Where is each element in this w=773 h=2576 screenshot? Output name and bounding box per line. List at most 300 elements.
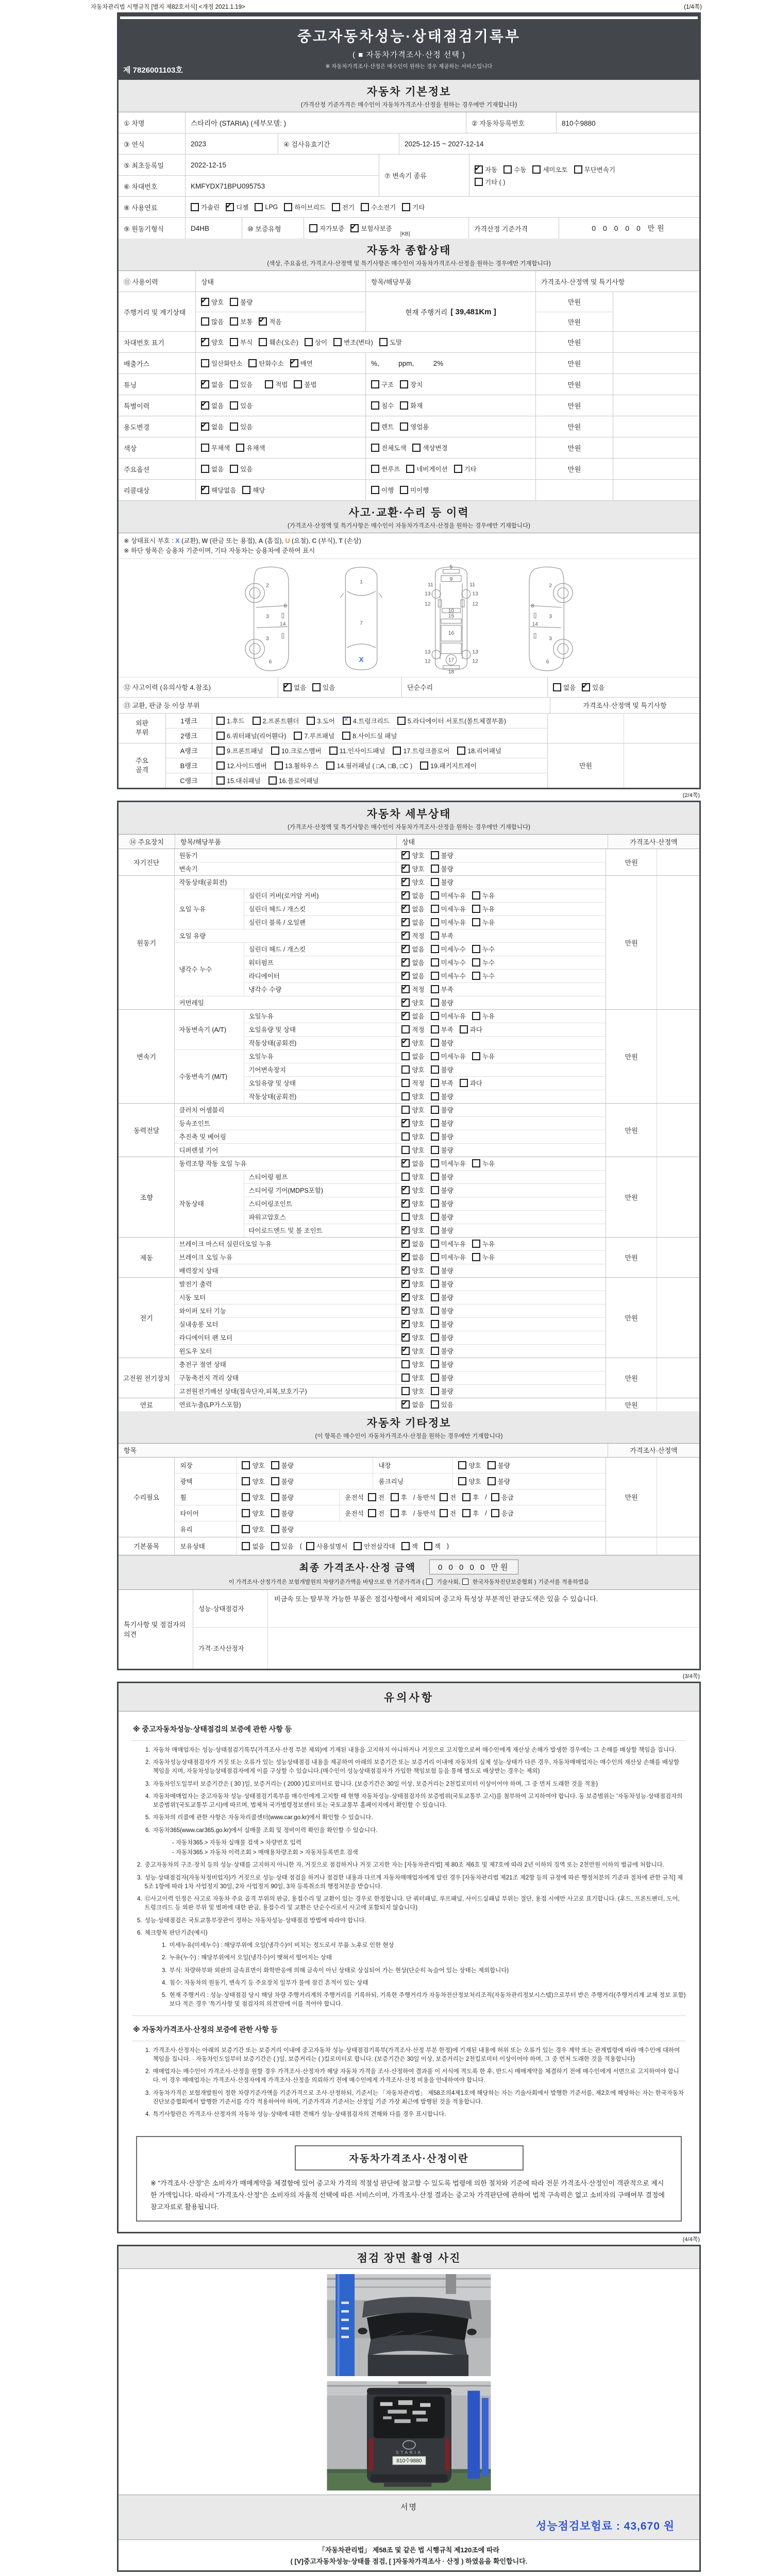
- state-option[interactable]: 불량: [431, 1199, 453, 1208]
- checkbox[interactable]: [431, 1186, 439, 1194]
- checked-checkbox[interactable]: [401, 1333, 410, 1342]
- state-option[interactable]: 없음: [201, 464, 224, 473]
- panel-option[interactable]: 9.프론트패널: [216, 746, 263, 755]
- checkbox[interactable]: [431, 1025, 439, 1033]
- transmission-option[interactable]: 수동: [503, 165, 526, 174]
- state-option[interactable]: 불량: [431, 1212, 453, 1222]
- checked-checkbox[interactable]: [401, 891, 410, 900]
- checkbox[interactable]: [312, 683, 321, 691]
- checkbox[interactable]: [454, 465, 462, 473]
- panel-option[interactable]: 18.리어패널: [457, 746, 501, 755]
- state-option[interactable]: 불량: [488, 1461, 510, 1470]
- state-option[interactable]: ✔ 적음: [259, 317, 281, 326]
- checkbox[interactable]: [401, 1374, 410, 1382]
- checkbox[interactable]: [491, 1493, 499, 1501]
- fuel-option[interactable]: LPG: [255, 203, 278, 211]
- checkbox[interactable]: [431, 1173, 439, 1181]
- checkbox[interactable]: [503, 165, 512, 174]
- position-option[interactable]: 후: [391, 1493, 407, 1502]
- checkbox[interactable]: [431, 851, 439, 859]
- checked-checkbox[interactable]: [201, 422, 209, 431]
- state-option[interactable]: ✔ 매연: [290, 359, 313, 368]
- state-option[interactable]: 누유: [472, 918, 495, 927]
- state-option[interactable]: 불량: [488, 1477, 510, 1486]
- state-option[interactable]: 양호: [401, 1172, 424, 1181]
- state-option[interactable]: ✔ 없음: [401, 971, 424, 980]
- checkbox[interactable]: [216, 717, 225, 725]
- state-option[interactable]: 부족: [431, 931, 453, 940]
- state-option[interactable]: ✔ 없음: [401, 1252, 424, 1262]
- checked-checkbox[interactable]: [201, 401, 209, 410]
- panel-option[interactable]: 12.사이드멤버: [216, 761, 267, 770]
- checked-checkbox[interactable]: [401, 905, 410, 913]
- state-option[interactable]: ✔ 양호: [401, 864, 424, 873]
- state-option[interactable]: ✔ 없음: [201, 422, 224, 431]
- checked-checkbox[interactable]: [401, 931, 410, 940]
- state-option[interactable]: ✔ 없음: [201, 401, 224, 410]
- checkbox[interactable]: [216, 747, 225, 755]
- state-option[interactable]: 미세누유: [431, 904, 466, 913]
- state-option[interactable]: 불량: [431, 1092, 453, 1101]
- checkbox[interactable]: [230, 317, 238, 326]
- state-option[interactable]: ✔ 없음: [401, 891, 424, 900]
- position-option[interactable]: 후: [462, 1493, 479, 1502]
- item-option[interactable]: 침수: [371, 401, 394, 410]
- checkbox[interactable]: [472, 972, 480, 980]
- checkbox[interactable]: [401, 1146, 410, 1154]
- checkbox[interactable]: [259, 338, 267, 346]
- state-option[interactable]: ✔ 양호: [401, 1185, 424, 1195]
- checkbox[interactable]: [431, 878, 439, 886]
- checkbox[interactable]: [401, 1079, 410, 1087]
- state-option[interactable]: 누유: [472, 891, 495, 900]
- state-option[interactable]: 누유: [472, 1011, 495, 1021]
- position-option[interactable]: 응급: [491, 1509, 514, 1518]
- checkbox[interactable]: [431, 1240, 439, 1248]
- state-option[interactable]: 불량: [431, 1038, 453, 1047]
- checkbox[interactable]: [431, 931, 439, 940]
- checkbox[interactable]: [472, 1240, 480, 1248]
- checkbox[interactable]: [431, 1039, 439, 1047]
- checkbox[interactable]: [271, 1525, 279, 1533]
- checkbox[interactable]: [329, 747, 338, 755]
- state-option[interactable]: 누유: [472, 1159, 495, 1168]
- checkbox[interactable]: [431, 958, 439, 967]
- panel-option[interactable]: 11.인사이드패널: [329, 746, 385, 755]
- checkbox[interactable]: [230, 338, 238, 346]
- checkbox[interactable]: [472, 891, 480, 900]
- checkbox[interactable]: [488, 1477, 496, 1485]
- checked-checkbox[interactable]: [401, 1226, 410, 1234]
- panel-option[interactable]: 14.필러패널 ( □A, □B, □C ): [326, 761, 412, 770]
- checkbox[interactable]: [400, 380, 408, 388]
- checkbox[interactable]: [460, 1025, 468, 1033]
- checkbox[interactable]: [431, 1226, 439, 1234]
- state-option[interactable]: 적정: [401, 1078, 424, 1088]
- transmission-option[interactable]: 무단변속기: [574, 165, 615, 174]
- state-option[interactable]: ✔ 없음: [401, 1400, 424, 1409]
- checkbox[interactable]: [431, 1146, 439, 1154]
- state-option[interactable]: 양호: [458, 1461, 481, 1470]
- basic-item-option[interactable]: 안전삼각대: [354, 1541, 395, 1551]
- checked-checkbox[interactable]: [401, 945, 410, 953]
- checkbox[interactable]: [431, 1387, 439, 1395]
- checkbox[interactable]: [491, 1509, 499, 1517]
- state-option[interactable]: 미세누수: [431, 971, 466, 980]
- state-option[interactable]: 미세누유: [431, 891, 466, 900]
- checkbox[interactable]: [342, 732, 350, 740]
- state-option[interactable]: ✔ 양호: [201, 337, 224, 347]
- checkbox[interactable]: [431, 1293, 439, 1301]
- state-option[interactable]: ✔ 양호: [401, 1199, 424, 1208]
- simple-repair-option[interactable]: ✔ 있음: [582, 683, 604, 692]
- state-option[interactable]: ✔ 양호: [401, 1306, 424, 1315]
- state-option[interactable]: 불량: [431, 1266, 453, 1275]
- state-option[interactable]: ✔ 양호: [401, 1226, 424, 1235]
- checkbox[interactable]: [265, 380, 273, 388]
- checkbox[interactable]: [242, 486, 250, 494]
- checkbox[interactable]: [431, 1012, 439, 1020]
- state-option[interactable]: 있음: [230, 401, 253, 410]
- checkbox[interactable]: [201, 317, 209, 326]
- state-option[interactable]: 불량: [431, 1333, 453, 1342]
- checkbox[interactable]: [431, 1065, 439, 1074]
- state-option[interactable]: 양호: [458, 1477, 481, 1486]
- state-option[interactable]: 해당: [242, 485, 265, 495]
- item-option[interactable]: 색상변경: [412, 443, 447, 452]
- checkbox[interactable]: [305, 338, 313, 346]
- state-option[interactable]: 불량: [271, 1477, 294, 1486]
- checkbox[interactable]: [472, 918, 480, 926]
- checkbox[interactable]: [457, 747, 465, 755]
- basic-item-option[interactable]: 사용설명서: [306, 1541, 347, 1551]
- checkbox[interactable]: [462, 1509, 470, 1517]
- fuel-option[interactable]: 하이브리드: [284, 202, 325, 212]
- state-option[interactable]: 양호: [242, 1477, 264, 1486]
- state-option[interactable]: 불법: [294, 380, 316, 389]
- fuel-option[interactable]: 수소전기: [361, 202, 396, 212]
- checkbox[interactable]: [391, 1509, 399, 1517]
- state-option[interactable]: 양호: [242, 1509, 264, 1518]
- state-option[interactable]: ✔ 양호: [401, 1038, 424, 1047]
- fuel-option[interactable]: 전기: [332, 202, 355, 212]
- checkbox[interactable]: [431, 1360, 439, 1368]
- checked-checkbox[interactable]: [401, 1012, 410, 1020]
- checkbox[interactable]: [268, 776, 277, 785]
- checked-checkbox[interactable]: [201, 380, 209, 388]
- simple-repair-option[interactable]: 없음: [553, 683, 576, 692]
- state-option[interactable]: 양호: [401, 1386, 424, 1396]
- checked-checkbox[interactable]: [401, 1119, 410, 1127]
- checkbox[interactable]: [431, 865, 439, 873]
- checkbox[interactable]: [242, 1477, 250, 1485]
- checkbox[interactable]: [458, 1461, 466, 1469]
- item-option[interactable]: 화재: [400, 401, 423, 410]
- state-option[interactable]: 많음: [201, 317, 224, 326]
- checked-checkbox[interactable]: [401, 1039, 410, 1047]
- state-option[interactable]: 불량: [431, 1360, 453, 1369]
- checkbox[interactable]: [371, 486, 379, 494]
- state-option[interactable]: 불량: [431, 1132, 453, 1141]
- state-option[interactable]: ✔ 양호: [401, 877, 424, 887]
- state-option[interactable]: 부식: [230, 337, 253, 347]
- position-option[interactable]: 후: [462, 1509, 479, 1518]
- checkbox[interactable]: [431, 985, 439, 993]
- panel-option[interactable]: 19.패키지트레이: [420, 761, 477, 770]
- checkbox[interactable]: [401, 1132, 410, 1141]
- state-option[interactable]: 불량: [431, 1373, 453, 1382]
- state-option[interactable]: 불량: [431, 1279, 453, 1289]
- state-option[interactable]: 과다: [460, 1078, 482, 1088]
- checkbox[interactable]: [401, 1360, 410, 1368]
- item-option[interactable]: 이행: [371, 485, 394, 495]
- state-option[interactable]: ✔ 양호: [401, 1118, 424, 1128]
- checkbox[interactable]: [431, 1132, 439, 1141]
- state-option[interactable]: 불량: [431, 1145, 453, 1155]
- checkbox[interactable]: [472, 1052, 480, 1060]
- checkbox[interactable]: [472, 945, 480, 953]
- checked-checkbox[interactable]: [350, 224, 359, 232]
- state-option[interactable]: 불량: [271, 1524, 294, 1534]
- state-option[interactable]: ✔ 없음: [401, 918, 424, 927]
- item-option[interactable]: 영업용: [400, 422, 429, 431]
- state-option[interactable]: ✔ 양호: [401, 1346, 424, 1355]
- fuel-option[interactable]: ✔ 디젤: [226, 202, 248, 212]
- checkbox[interactable]: [406, 465, 414, 473]
- state-option[interactable]: 누유: [472, 1252, 495, 1262]
- checkbox[interactable]: [400, 422, 408, 431]
- state-option[interactable]: 미세누유: [431, 1052, 466, 1061]
- checkbox[interactable]: [431, 1266, 439, 1275]
- checkbox[interactable]: [424, 1542, 432, 1550]
- checkbox[interactable]: [306, 1542, 314, 1550]
- checkbox[interactable]: [271, 747, 279, 755]
- state-option[interactable]: 적법: [265, 380, 288, 389]
- checked-checkbox[interactable]: [401, 958, 410, 967]
- state-option[interactable]: 불량: [431, 1386, 453, 1396]
- state-option[interactable]: 부족: [431, 1078, 453, 1088]
- checkbox[interactable]: [191, 203, 199, 211]
- state-option[interactable]: 불량: [271, 1509, 294, 1518]
- checkbox[interactable]: [472, 1253, 480, 1261]
- position-option[interactable]: 전: [368, 1493, 384, 1502]
- checkbox[interactable]: [271, 1542, 279, 1550]
- checkbox[interactable]: [472, 1012, 480, 1020]
- state-option[interactable]: 누수: [472, 958, 495, 967]
- state-option[interactable]: 불량: [431, 1293, 453, 1302]
- checked-checkbox[interactable]: [401, 1186, 410, 1194]
- checkbox[interactable]: [401, 1542, 410, 1550]
- panel-option[interactable]: 10.크로스멤버: [271, 746, 322, 755]
- accident-option[interactable]: 있음: [312, 683, 335, 692]
- panel-option[interactable]: 15.대쉬패널: [216, 776, 261, 785]
- panel-option[interactable]: 13.휠하우스: [275, 761, 319, 770]
- checked-checkbox[interactable]: [201, 486, 209, 494]
- state-option[interactable]: 불량: [431, 1306, 453, 1315]
- checkbox[interactable]: [440, 1493, 448, 1501]
- checked-checkbox[interactable]: [259, 317, 267, 326]
- panel-option[interactable]: 1.후드: [216, 716, 245, 725]
- basic-item-option[interactable]: 잭: [401, 1541, 418, 1551]
- checkbox[interactable]: [431, 1213, 439, 1221]
- state-option[interactable]: 양호: [242, 1461, 264, 1470]
- state-option[interactable]: ✔ 없음: [201, 380, 224, 389]
- state-option[interactable]: 미세누수: [431, 958, 466, 967]
- checked-checkbox[interactable]: [401, 851, 410, 859]
- state-option[interactable]: 있음: [230, 380, 253, 389]
- checkbox[interactable]: [431, 1280, 439, 1288]
- state-option[interactable]: 누유: [472, 904, 495, 913]
- checkbox[interactable]: [431, 1320, 439, 1328]
- checkbox[interactable]: [553, 683, 561, 691]
- state-option[interactable]: 변조(변타): [333, 337, 373, 347]
- state-option[interactable]: ✔ 양호: [401, 851, 424, 860]
- checkbox[interactable]: [242, 1461, 250, 1469]
- state-option[interactable]: 불량: [431, 1105, 453, 1114]
- item-option[interactable]: 렌트: [371, 422, 394, 431]
- state-option[interactable]: ✔ 해당없음: [201, 485, 236, 495]
- state-option[interactable]: 미세누유: [431, 1252, 466, 1262]
- checkbox[interactable]: [271, 1493, 279, 1501]
- checkbox[interactable]: [440, 1509, 448, 1517]
- state-option[interactable]: 부족: [431, 1025, 453, 1034]
- checkbox[interactable]: [368, 1493, 376, 1501]
- checked-checkbox[interactable]: [401, 1266, 410, 1275]
- panel-option[interactable]: 8.사이드실 패널: [342, 731, 397, 740]
- state-option[interactable]: ✔ 적정: [401, 931, 424, 940]
- checkbox[interactable]: [230, 465, 238, 473]
- state-option[interactable]: 있음: [431, 1400, 453, 1409]
- checkbox[interactable]: [248, 359, 257, 367]
- checked-checkbox[interactable]: [401, 1159, 410, 1167]
- checkbox[interactable]: [201, 465, 209, 473]
- panel-option[interactable]: 7.루프패널: [294, 731, 334, 740]
- state-option[interactable]: 무채색: [201, 443, 230, 452]
- checkbox[interactable]: [472, 958, 480, 967]
- checked-checkbox[interactable]: [401, 1400, 410, 1409]
- checkbox[interactable]: [401, 1065, 410, 1074]
- state-option[interactable]: ✔ 양호: [201, 297, 224, 307]
- checkbox[interactable]: [230, 380, 238, 388]
- panel-option[interactable]: 2.프론트휀더: [253, 716, 299, 725]
- checkbox[interactable]: [431, 1400, 439, 1409]
- transmission-option[interactable]: 기타 ( ): [475, 177, 505, 187]
- state-option[interactable]: 부족: [431, 985, 453, 994]
- checkbox[interactable]: [431, 1092, 439, 1100]
- checkbox[interactable]: [242, 1525, 250, 1533]
- state-option[interactable]: ✔ 적정: [401, 985, 424, 994]
- checkbox[interactable]: [431, 1119, 439, 1127]
- checked-checkbox[interactable]: [401, 1199, 410, 1208]
- checkbox[interactable]: [431, 945, 439, 953]
- checkbox[interactable]: [431, 1253, 439, 1261]
- item-option[interactable]: 구조: [371, 380, 394, 389]
- checkbox[interactable]: [309, 224, 317, 232]
- checkbox[interactable]: [431, 998, 439, 1007]
- checked-checkbox[interactable]: [401, 1347, 410, 1355]
- checked-checkbox[interactable]: [401, 998, 410, 1007]
- checkbox[interactable]: [242, 1509, 250, 1517]
- state-option[interactable]: ✔ 없음: [401, 1239, 424, 1248]
- position-option[interactable]: 전: [368, 1509, 384, 1518]
- checkbox[interactable]: [397, 717, 406, 725]
- state-option[interactable]: 누수: [472, 971, 495, 980]
- state-option[interactable]: 양호: [401, 1373, 424, 1382]
- checkbox[interactable]: [371, 380, 379, 388]
- checkbox[interactable]: [242, 1542, 250, 1550]
- checkbox[interactable]: [216, 761, 225, 770]
- checkbox[interactable]: [426, 1579, 432, 1585]
- state-option[interactable]: ✔ 양호: [401, 1279, 424, 1289]
- transmission-option[interactable]: ✔ 자동: [475, 165, 497, 174]
- checkbox[interactable]: [431, 1307, 439, 1315]
- state-option[interactable]: 누수: [472, 944, 495, 954]
- checkbox[interactable]: [401, 1173, 410, 1181]
- accident-option[interactable]: ✔ 없음: [283, 683, 306, 692]
- checkbox[interactable]: [431, 1159, 439, 1167]
- state-option[interactable]: 미세누수: [431, 944, 466, 954]
- panel-option[interactable]: 5.라디에이터 서포트(볼트체결부품): [397, 716, 506, 725]
- checkbox[interactable]: [371, 401, 379, 410]
- checkbox[interactable]: [472, 905, 480, 913]
- state-option[interactable]: 불량: [230, 297, 253, 307]
- checkbox[interactable]: [431, 905, 439, 913]
- checkbox[interactable]: [431, 1079, 439, 1087]
- state-option[interactable]: 있음: [271, 1541, 294, 1551]
- checkbox[interactable]: [271, 1477, 279, 1485]
- state-option[interactable]: 탄화수소: [248, 359, 283, 368]
- state-option[interactable]: 불량: [431, 851, 453, 860]
- checked-checkbox[interactable]: [290, 359, 298, 367]
- item-option[interactable]: 전체도색: [371, 443, 406, 452]
- state-option[interactable]: 불량: [431, 1346, 453, 1355]
- panel-option[interactable]: 17.트렁크플로어: [393, 746, 449, 755]
- checkbox[interactable]: [371, 444, 379, 452]
- state-option[interactable]: 보통: [230, 317, 253, 326]
- state-option[interactable]: 양호: [401, 1065, 424, 1074]
- position-option[interactable]: 후: [391, 1509, 407, 1518]
- checkbox[interactable]: [361, 203, 369, 211]
- checkbox[interactable]: [431, 918, 439, 926]
- checkbox[interactable]: [431, 1374, 439, 1382]
- checkbox[interactable]: [431, 972, 439, 980]
- state-option[interactable]: ✔ 없음: [401, 904, 424, 913]
- checkbox[interactable]: [401, 1025, 410, 1033]
- state-option[interactable]: 불량: [431, 1172, 453, 1181]
- checkbox[interactable]: [333, 338, 342, 346]
- checkbox[interactable]: [400, 486, 408, 494]
- state-option[interactable]: 상이: [305, 337, 327, 347]
- checkbox[interactable]: [472, 1159, 480, 1167]
- checkbox[interactable]: [284, 203, 292, 211]
- panel-option[interactable]: ✕ 4.트렁크리드: [343, 716, 390, 725]
- state-option[interactable]: ✔ 양호: [401, 1333, 424, 1342]
- warranty-option[interactable]: 자가보증: [309, 224, 344, 233]
- checked-checkbox[interactable]: [283, 683, 292, 691]
- state-option[interactable]: 불량: [271, 1493, 294, 1502]
- position-option[interactable]: 전: [440, 1509, 456, 1518]
- state-option[interactable]: 누유: [472, 1239, 495, 1248]
- checkbox[interactable]: [294, 732, 302, 740]
- state-option[interactable]: 미세누유: [431, 1011, 466, 1021]
- checked-checkbox[interactable]: [475, 165, 483, 174]
- checkbox[interactable]: [401, 1213, 410, 1221]
- state-option[interactable]: 미세누유: [431, 1239, 466, 1248]
- checked-checkbox[interactable]: [401, 1240, 410, 1248]
- checkbox[interactable]: [393, 747, 401, 755]
- item-option[interactable]: 네비게이션: [406, 464, 447, 473]
- checked-checkbox[interactable]: [401, 1320, 410, 1328]
